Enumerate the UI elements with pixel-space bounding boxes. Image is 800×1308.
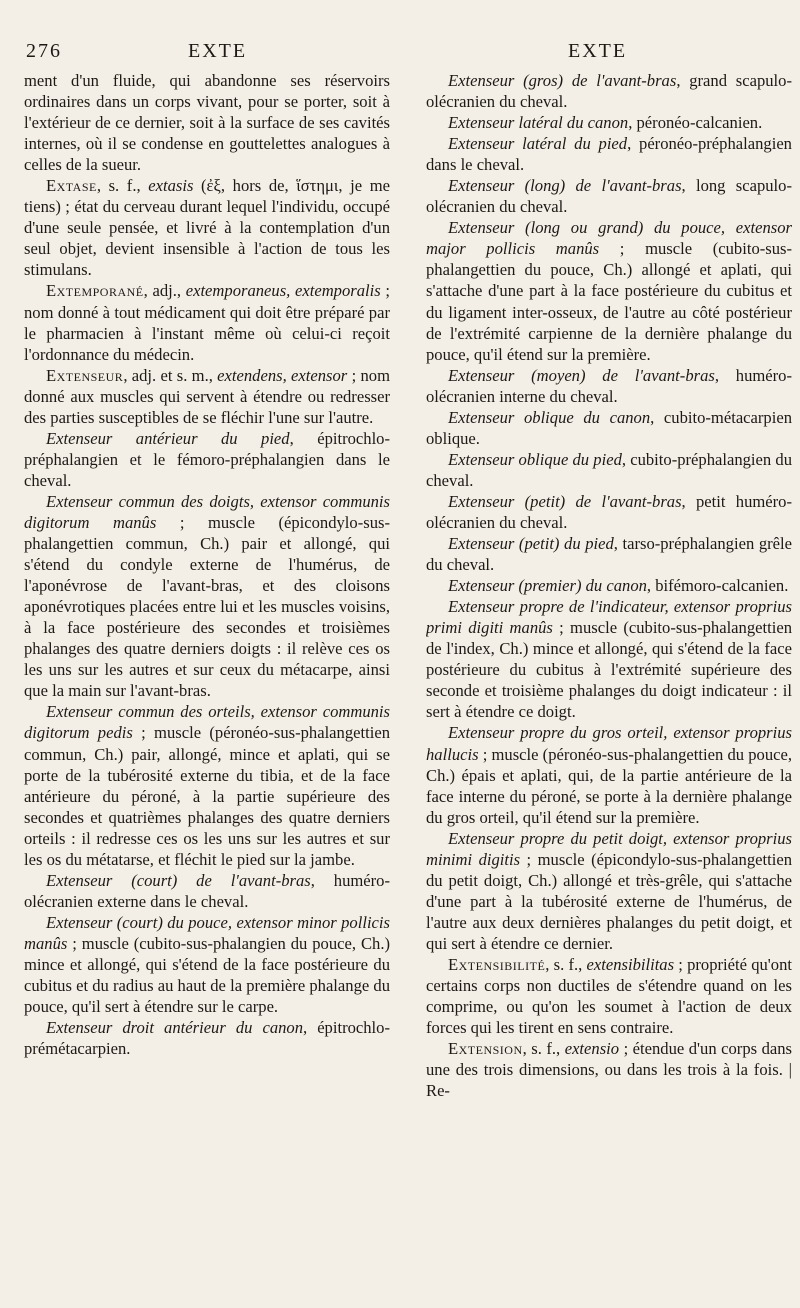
dictionary-entry <box>426 954 792 1038</box>
running-head-left: EXTE <box>188 40 248 62</box>
left-column <box>24 70 390 1298</box>
entry-text: , huméro-olécranien interne du cheval. <box>426 365 792 406</box>
dictionary-entry <box>24 365 390 428</box>
dictionary-entry <box>426 1038 792 1101</box>
italic-term: Extenseur latéral du pied <box>448 134 628 154</box>
dictionary-entry <box>426 491 792 533</box>
entry-text: , huméro-olécranien externe dans le cheval. <box>24 870 390 911</box>
entry-text: ; muscle (épicondylo-sus-phalangettien commun, Ch.) pair et allongé, qui s'étend du condyle externe de l'humérus, de l'aponévrose de l'avant-bras, et des cloisons aponévrotiques placées entre lui et les muscles voisins, à la face postérieure des secondes et troisièmes phalanges des quatre derniers doigts : il relève ces os les uns sur les autres et sur ceux du métacarpe, ainsi que la main sur l'avant-bras. <box>24 512 390 701</box>
entry-text: ; propriété qu'ont certains corps non ductiles de s'étendre quand on les comprime, ou qu'on les soumet à l'action de deux forces qui les tirent en sens contraire. <box>426 954 792 1038</box>
italic-term: Extenseur antérieur du pied <box>46 428 290 448</box>
italic-term: Extenseur propre du gros orteil, extensor proprius hallucis <box>426 723 792 764</box>
entry-text: , s. f., <box>96 176 149 196</box>
entry-text: , cubito-métacarpien oblique. <box>426 407 792 448</box>
entry-text: , péronéo-préphalangien dans le cheval. <box>426 134 792 175</box>
right-column <box>426 70 792 1298</box>
dictionary-entry <box>426 217 792 364</box>
italic-term: extensio <box>564 1039 620 1059</box>
dictionary-entry <box>24 280 390 364</box>
italic-term: Extenseur (petit) du pied <box>448 534 614 554</box>
italic-term: Extenseur (court) de l'avant-bras <box>46 870 311 890</box>
entry-text: , petit huméro-olécranien du cheval. <box>426 491 792 532</box>
italic-term: extendens, extensor <box>217 365 348 385</box>
dictionary-entry <box>24 428 390 491</box>
dictionary-entry <box>24 175 390 280</box>
dictionary-entry <box>426 365 792 407</box>
entry-text: , s. f., <box>522 1039 565 1059</box>
entry-text: ; muscle (épicondylo-sus-phalangettien du petit doigt, Ch.) allongé et très-grêle, qui s'attache d'une part à la tubérosité externe de l'humérus, de l'autre aux deux dernières phalanges du petit doigt, et qui sert à étendre ce dernier. <box>426 849 792 953</box>
italic-term: Extenseur (premier) du canon <box>448 576 647 596</box>
dictionary-entry <box>24 491 390 701</box>
page-number: 276 <box>26 40 62 62</box>
dictionary-entry <box>426 133 792 175</box>
entry-text: ; muscle (péronéo-sus-phalangettien commun, Ch.) pair, allongé, mince et aplati, qui se porte de la tubérosité externe du tibia, et de la face antérieure du péroné, à la partie supérieure des secondes et quatrièmes phalanges des quatre derniers orteils : il redresse ces os les uns sur les autres et sur les os du métatarse, et fléchit le pied sur la jambe. <box>24 723 390 869</box>
dictionary-entry <box>426 449 792 491</box>
dictionary-entry <box>24 870 390 912</box>
italic-term: Extenseur propre du petit doigt, extensor proprius minimi digitis <box>426 828 792 869</box>
entry-text: , épitrochlo-prémétacarpien. <box>24 1018 390 1059</box>
running-head-right: EXTE <box>568 40 628 62</box>
italic-term: Extenseur (long) de l'avant-bras <box>448 176 682 196</box>
entry-text: , tarso-préphalangien grêle du cheval. <box>426 534 792 575</box>
dictionary-entry <box>426 596 792 722</box>
entry-text: , s. f., <box>545 954 587 974</box>
italic-term: extensibilitas <box>586 954 675 974</box>
dictionary-entry <box>24 912 390 1017</box>
italic-term: Extenseur latéral du canon <box>448 113 629 133</box>
entry-text: , bifémoro-calcanien. <box>646 576 789 596</box>
italic-term: Extenseur oblique du pied <box>448 449 622 469</box>
dictionary-entry <box>426 575 792 596</box>
dictionary-entry <box>24 70 390 175</box>
entry-text: , adj., <box>143 281 186 301</box>
dictionary-entry <box>426 407 792 449</box>
dictionary-entry <box>426 112 792 133</box>
italic-term: Extenseur commun des doigts, extensor communis digitorum manûs <box>24 491 390 532</box>
entry-text: , long scapulo-olécranien du cheval. <box>426 176 792 217</box>
entry-text: ; nom donné aux muscles qui servent à étendre ou redresser des parties susceptibles de se fléchir l'une sur l'autre. <box>24 365 390 427</box>
entry-text: ; muscle (cubito-sus-phalangettien de l'index, Ch.) mince et allongé, qui s'étend de la face postérieure du cubitus à l'extrémité supérieure des seconde et troisième phalanges du doigt indicateur : il sert à étendre ce doigt. <box>426 618 792 722</box>
headword: Extension <box>448 1039 523 1059</box>
dictionary-entry <box>24 701 390 869</box>
italic-term: Extenseur (gros) de l'avant-bras <box>448 71 677 90</box>
entry-text: ; muscle (péronéo-sus-phalangettien du pouce, Ch.) épais et aplati, qui, de la partie antérieure de la face interne du péroné, se porte à la dernière phalange du gros orteil, qu'il étend sur la première. <box>426 744 792 827</box>
entry-text: (ἐξ, hors de, ἵστημι, je me tiens) ; état du cerveau durant lequel l'individu, occupé d'une seule pensée, et livré à la contemplation d'un seul objet, devient insensible à l'action de tous les stimulans. <box>24 176 390 280</box>
headword: Extase <box>46 176 97 196</box>
entry-text: , adj. et s. m., <box>123 365 218 385</box>
dictionary-entry <box>426 722 792 827</box>
dictionary-entry <box>426 70 792 112</box>
dictionary-entry <box>426 533 792 575</box>
italic-term: Extenseur propre de l'indicateur, extensor proprius primi digiti manûs <box>426 597 792 638</box>
page-header <box>0 40 800 64</box>
entry-text: ment d'un fluide, qui abandonne ses réservoirs ordinaires dans un corps vivant, pour se porter, soit à l'extérieur de ce dernier, soit à la surface de ses cavités internes, où il se condense en gouttelettes analogues à celles de la sueur. <box>24 71 390 175</box>
entry-text: ; muscle (cubito-sus-phalangettien du pouce, Ch.) allongé et aplati, qui s'attache d'une part à la face postérieure du cubitus et du ligament inter-osseux, de l'autre au côté postérieur de l'extrémité carpienne de la dernière phalange du pouce, qu'il étend sur la première. <box>426 239 792 364</box>
headword: Extenseur <box>46 365 124 385</box>
italic-term: extasis <box>148 176 194 196</box>
italic-term: Extenseur oblique du canon <box>448 407 651 427</box>
entry-text: , épitrochlo-préphalangien et le fémoro-préphalangien dans le cheval. <box>24 428 390 490</box>
headword: Extensibilité <box>448 954 546 974</box>
italic-term: extemporaneus, extemporalis <box>185 281 381 301</box>
dictionary-entry <box>426 828 792 954</box>
dictionary-entry <box>426 175 792 217</box>
italic-term: Extenseur (court) du pouce, extensor minor pollicis manûs <box>24 912 390 953</box>
dictionary-entry <box>24 1017 390 1059</box>
italic-term: Extenseur (long ou grand) du pouce, extensor major pollicis manûs <box>426 218 792 259</box>
italic-term: Extenseur commun des orteils, extensor communis digitorum pedis <box>24 702 390 743</box>
entry-text: , péronéo-calcanien. <box>628 113 763 133</box>
entry-text: , cubito-préphalangien du cheval. <box>426 449 792 490</box>
entry-text: ; muscle (cubito-sus-phalangien du pouce, Ch.) mince et allongé, qui s'étend de la face postérieure du cubitus et du radius au haut de la première phalange du pouce, qu'il sert à étendre sur le carpe. <box>24 933 390 1017</box>
entry-text: , grand scapulo-olécranien du cheval. <box>426 71 792 112</box>
italic-term: Extenseur (petit) de l'avant-bras <box>448 491 682 511</box>
italic-term: Extenseur droit antérieur du canon <box>46 1018 304 1038</box>
italic-term: Extenseur (moyen) de l'avant-bras <box>448 365 715 385</box>
headword: Extemporané <box>46 281 144 301</box>
entry-text: ; étendue d'un corps dans une des trois dimensions, ou dans les trois à la fois. | Re- <box>426 1039 792 1101</box>
entry-text: ; nom donné à tout médicament qui doit être préparé par le pharmacien à l'instant même où celui-ci reçoit l'ordonnance du médecin. <box>24 281 390 364</box>
